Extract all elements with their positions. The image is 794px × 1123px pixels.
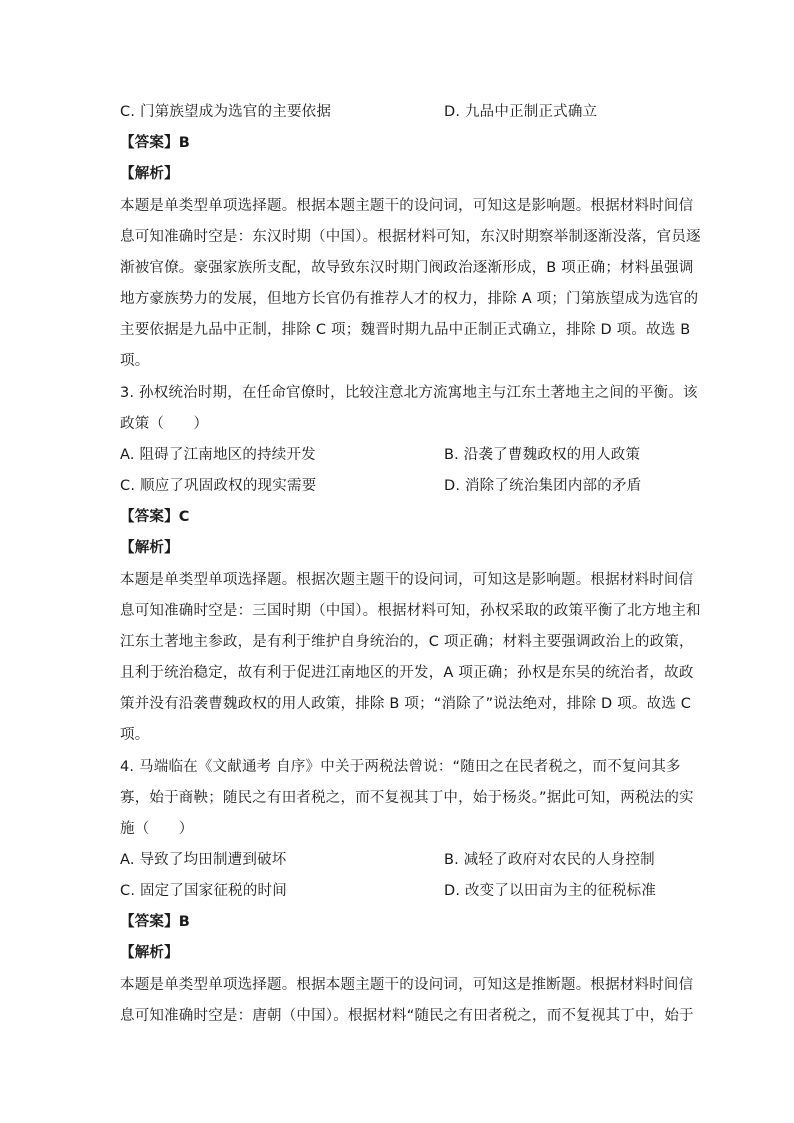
q4-analysis-label: 【解析】 <box>120 945 179 961</box>
q2-analysis-line: 地方豪族势力的发展，但地方长官仍有推荐人才的权力，排除 A 项；门第族望成为选官的 <box>120 291 699 307</box>
q3-analysis-line: 息可知准确时空是：三国时期（中国）。根据材料可知，孙权采取的政策平衡了北方地主和 <box>120 603 701 619</box>
q2-analysis-label: 【解析】 <box>120 166 179 182</box>
q3-option-d: D. 消除了统治集团内部的矛盾 <box>444 478 642 494</box>
q3-option-c: C. 顺应了巩固政权的现实需要 <box>120 478 317 494</box>
q3-analysis-line: 且利于统治稳定，故有利于促进江南地区的开发，A 项正确；孙权是东吴的统治者，故政 <box>120 665 694 681</box>
q2-analysis-line: 息可知准确时空是：东汉时期（中国）。根据材料可知，东汉时期察举制逐渐没落，官员逐 <box>120 229 701 245</box>
q2-analysis-line: 项。 <box>120 353 150 369</box>
q4-stem-line: 4. 马端临在《文献通考 自序》中关于两税法曾说：“随田之在民者税之，而不复问其多 <box>120 759 681 775</box>
q4-option-b: B. 减轻了政府对农民的人身控制 <box>444 852 655 868</box>
q3-answer: 【答案】C <box>120 509 190 525</box>
q3-analysis-line: 江东土著地主参政，是有利于维护自身统治的，C 项正确；材料主要强调政治上的政策， <box>120 634 694 650</box>
q2-option-c: C. 门第族望成为选官的主要依据 <box>120 104 332 120</box>
q4-analysis-line: 息可知准确时空是：唐朝（中国）。根据材料“随民之有田者税之，而不复视其丁中，始于 <box>120 1008 694 1024</box>
q4-answer: 【答案】B <box>120 914 191 930</box>
q4-stem-line: 寡，始于商鞅；随民之有田者税之，而不复视其丁中，始于杨炎。”据此可知，两税法的实 <box>120 790 694 806</box>
q3-stem-line: 政策（ ） <box>120 416 209 432</box>
q3-stem-line: 3. 孙权统治时期，在任命官僚时，比较注意北方流寓地主与江东土著地主之间的平衡。该 <box>120 385 698 401</box>
q2-analysis-line: 本题是单类型单项选择题。根据本题主题干的设问词，可知这是影响题。根据材料时间信 <box>120 198 694 214</box>
q4-option-d: D. 改变了以田亩为主的征税标准 <box>444 883 657 899</box>
q4-option-c: C. 固定了国家征税的时间 <box>120 883 287 899</box>
q4-analysis-line: 本题是单类型单项选择题。根据本题主题干的设问词，可知这是推断题。根据材料时间信 <box>120 977 694 993</box>
q2-answer: 【答案】B <box>120 135 191 151</box>
q2-option-d: D. 九品中正制正式确立 <box>444 104 598 120</box>
q3-analysis-line: 项。 <box>120 727 150 743</box>
q3-option-a: A. 阻碍了江南地区的持续开发 <box>120 447 316 463</box>
q4-option-a: A. 导致了均田制遭到破坏 <box>120 852 287 868</box>
q4-stem-line: 施（ ） <box>120 821 194 837</box>
q2-analysis-line: 渐被官僚。豪强家族所支配，故导致东汉时期门阀政治逐渐形成，B 项正确；材料虽强调 <box>120 260 694 276</box>
q3-analysis-line: 本题是单类型单项选择题。根据次题主题干的设问词，可知这是影响题。根据材料时间信 <box>120 572 694 588</box>
q3-analysis-line: 策并没有沿袭曹魏政权的用人政策，排除 B 项；“消除了”说法绝对，排除 D 项。故选 C <box>120 696 692 712</box>
q3-analysis-label: 【解析】 <box>120 540 179 556</box>
q2-analysis-line: 主要依据是九品中正制，排除 C 项；魏晋时期九品中正制正式确立，排除 D 项。故选 B <box>120 322 691 338</box>
q3-option-b: B. 沿袭了曹魏政权的用人政策 <box>444 447 641 463</box>
